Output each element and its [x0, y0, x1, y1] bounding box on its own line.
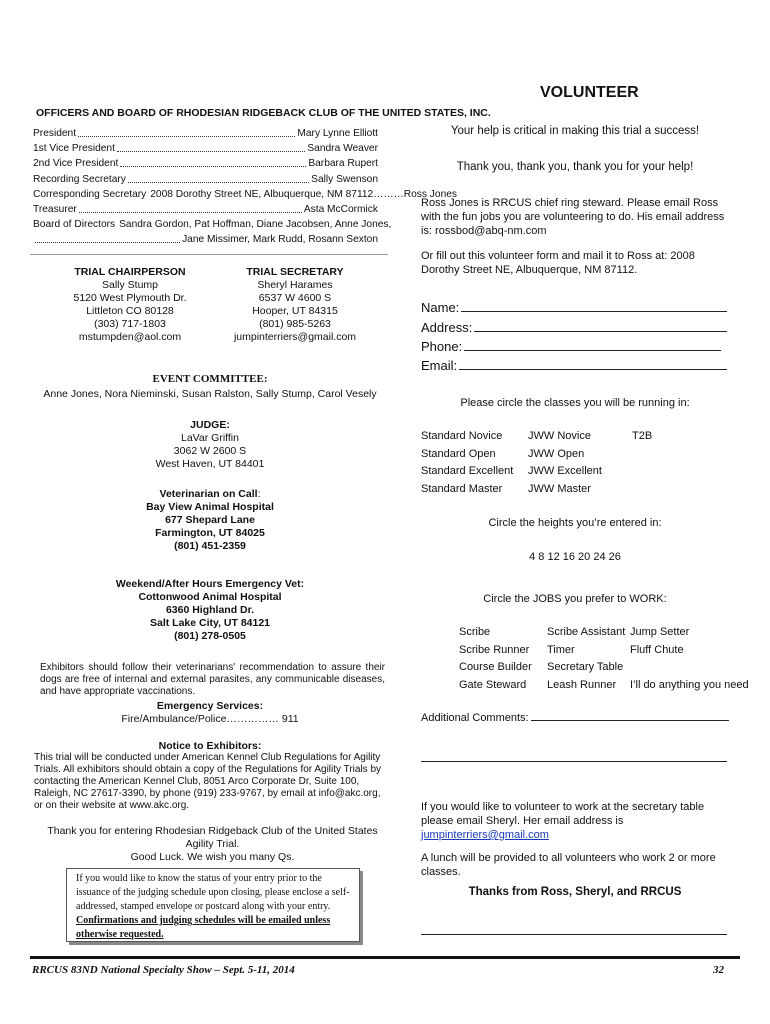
- thanks-line2: Good Luck. We wish you many Qs.: [130, 851, 295, 863]
- chairperson-name: Sally Stump: [101, 279, 159, 291]
- chairperson-email: mstumpden@aol.com: [78, 331, 182, 343]
- officer-row: [33, 204, 378, 216]
- judge-city: West Haven, UT 84401: [155, 458, 265, 470]
- secretary-city: Hooper, UT 84315: [252, 305, 338, 317]
- signature-line: [421, 934, 727, 935]
- officer-value: Mary Lynne Elliott: [297, 128, 378, 139]
- vet-on-call-title: Veterinarian on Call: [159, 488, 258, 500]
- comments-line[interactable]: [531, 712, 729, 721]
- officers-heading: OFFICERS AND BOARD OF RHODESIAN RIDGEBACK CLUB OF THE UNITED STATES, INC.: [36, 107, 491, 119]
- officer-label: Recording Secretary: [33, 174, 126, 185]
- jobs-col3: [630, 624, 749, 694]
- address-label: Address:: [421, 320, 473, 335]
- secretary-phone: (801) 985-5263: [259, 318, 331, 330]
- classes-col3: [632, 428, 652, 446]
- class-option[interactable]: JWW Master: [528, 482, 591, 495]
- officer-row: [33, 189, 457, 201]
- officer-row: [33, 128, 378, 140]
- emergency-vet-phone: (801) 278-0505: [174, 630, 246, 642]
- email-line[interactable]: [459, 358, 727, 370]
- thanks-left: [40, 825, 385, 864]
- event-committee-title: EVENT COMMITTEE:: [152, 373, 268, 385]
- officer-label: President: [33, 128, 77, 139]
- class-option[interactable]: Standard Master: [421, 482, 503, 495]
- volunteer-title: VOLUNTEER: [540, 84, 639, 101]
- officer-value: Jane Missimer, Mark Rudd, Rosann Sexton: [182, 234, 378, 245]
- emergency-vet-street: 6360 Highland Dr.: [165, 604, 255, 616]
- comments-label: Additional Comments:: [421, 712, 529, 724]
- officer-label: 1st Vice President: [33, 143, 115, 154]
- address-field[interactable]: [421, 320, 727, 335]
- emergency-services: [110, 700, 310, 726]
- emergency-services-title: Emergency Services:: [156, 700, 264, 712]
- phone-label: Phone:: [421, 339, 463, 354]
- secretary-email-link[interactable]: jumpinterriers@gmail.com: [421, 829, 549, 841]
- job-option[interactable]: Scribe: [459, 626, 491, 638]
- comments-line-2[interactable]: [421, 761, 727, 762]
- volunteer-intro1: Your help is critical in making this trial a success!: [450, 125, 700, 137]
- judge: [130, 419, 290, 471]
- secretary-note: [421, 800, 736, 842]
- chairperson-street: 5120 West Plymouth Dr.: [73, 292, 187, 304]
- jobs-prompt: Circle the JOBS you prefer to WORK:: [483, 593, 667, 605]
- comments-field[interactable]: [421, 712, 729, 724]
- judge-name: LaVar Griffin: [181, 432, 239, 444]
- job-option[interactable]: Fluff Chute: [630, 643, 684, 656]
- class-option[interactable]: T2B: [632, 430, 653, 442]
- volunteer-intro2: Thank you, thank you, thank you for your help!: [456, 161, 694, 173]
- divider: [30, 254, 388, 255]
- officer-row: [33, 219, 392, 231]
- footer-rule: [30, 956, 740, 959]
- officer-value: 2008 Dorothy Street NE, Albuquerque, NM 87112………Ross Jones: [150, 189, 457, 200]
- judge-title: JUDGE:: [190, 419, 230, 431]
- status-text: [76, 872, 352, 942]
- notice-text: This trial will be conducted under American Kennel Club Regulations for Agility Trials. All exhibitors should obtain a copy of the Regulations for Agility Trials by contacting the American Kennel Club, 8051 Arco Corporate Dr, Suite 100, Raleigh, NC 27617-3390, by phone (919) 233-9767, by email at info@akc.org, or on their website at www.akc.org.: [34, 752, 382, 811]
- secretary-street: 6537 W 4600 S: [258, 292, 332, 304]
- address-line[interactable]: [474, 320, 727, 332]
- vet-on-call: Veterinarian on Call: Bay View Animal Hospital 677 Shepard Lane Farmington, UT 84025 (801) 451-2359: [130, 488, 290, 553]
- jobs-col1: [459, 624, 532, 694]
- class-option[interactable]: Standard Excellent: [421, 465, 514, 477]
- emergency-vet: [110, 578, 310, 643]
- job-option[interactable]: Timer: [547, 643, 575, 656]
- page-number: 32: [713, 964, 724, 976]
- officer-label: Corresponding Secretary: [33, 189, 147, 200]
- trial-secretary-title: TRIAL SECRETARY: [246, 266, 344, 278]
- job-option[interactable]: Secretary Table: [547, 661, 624, 673]
- secretary-email: jumpinterriers@gmail.com: [233, 331, 357, 343]
- class-option[interactable]: Standard Novice: [421, 430, 503, 442]
- officer-value: Sandra Weaver: [307, 143, 378, 154]
- officer-value: Barbara Rupert: [308, 158, 378, 169]
- job-option[interactable]: Scribe Assistant: [547, 626, 626, 638]
- officer-value: Asta McCormick: [303, 204, 378, 215]
- emergency-number: 911: [281, 713, 299, 725]
- phone-field[interactable]: [421, 339, 721, 354]
- thanks-line1: Thank you for entering Rhodesian Ridgeback Club of the United States Agility Trial.: [47, 825, 378, 850]
- status-emphasis: Confirmations and judging schedules will be emailed unless otherwise requested.: [76, 915, 331, 940]
- class-option[interactable]: JWW Novice: [528, 430, 591, 442]
- chairperson-phone: (303) 717-1803: [94, 318, 166, 330]
- email-field[interactable]: [421, 358, 727, 373]
- secretary-name: Sheryl Harames: [257, 279, 333, 291]
- emergency-vet-title: Weekend/After Hours Emergency Vet:: [115, 578, 305, 590]
- emergency-vet-city: Salt Lake City, UT 84121: [149, 617, 271, 629]
- trial-chairperson-title: TRIAL CHAIRPERSON: [74, 266, 186, 278]
- class-option[interactable]: Standard Open: [421, 447, 496, 460]
- vet-street: 677 Shepard Lane: [165, 514, 255, 526]
- secretary-note-text: If you would like to volunteer to work at the secretary table please email Sheryl. Her email address is: [421, 801, 705, 827]
- trial-secretary: [220, 266, 370, 344]
- officer-label: 2nd Vice President: [33, 158, 119, 169]
- name-line[interactable]: [461, 300, 727, 312]
- emergency-vet-name: Cottonwood Animal Hospital: [138, 591, 282, 603]
- officer-row: [33, 143, 378, 155]
- officer-label: Board of Directors: [33, 219, 116, 230]
- emergency-services-label: Fire/Ambulance/Police……………: [121, 713, 279, 725]
- ross-note: Ross Jones is RRCUS chief ring steward. Please email Ross with the fun jobs you are volunteering to do. His email address is: rossbod@abq-nm.com: [421, 197, 725, 237]
- job-option[interactable]: Course Builder: [459, 661, 532, 673]
- vet-phone: (801) 451-2359: [174, 540, 246, 552]
- footer-title: RRCUS 83ND National Specialty Show – Sept. 5-11, 2014: [32, 964, 295, 976]
- job-option[interactable]: Gate Steward: [459, 678, 527, 691]
- chairperson-city: Littleton CO 80128: [86, 305, 174, 317]
- officer-row: [33, 158, 378, 170]
- heights-prompt: Circle the heights you’re entered in:: [488, 517, 662, 529]
- officer-label: Treasurer: [33, 204, 77, 215]
- volunteer-signoff: Thanks from Ross, Sheryl, and RRCUS: [468, 886, 682, 898]
- job-option[interactable]: Jump Setter: [630, 626, 690, 638]
- vet-city: Farmington, UT 84025: [155, 527, 265, 539]
- notice-title: Notice to Exhibitors:: [158, 740, 262, 752]
- jobs-col2: [547, 624, 625, 694]
- class-option[interactable]: JWW Open: [528, 447, 585, 460]
- vet-name: Bay View Animal Hospital: [146, 501, 274, 513]
- officer-value: Sally Swenson: [311, 174, 378, 185]
- classes-prompt: Please circle the classes you will be running in:: [460, 397, 690, 409]
- phone-line[interactable]: [464, 339, 721, 351]
- job-option[interactable]: I’ll do anything you need: [630, 678, 749, 691]
- exhibitors-note: Exhibitors should follow their veterinarians' recommendation to assure their dogs are free of internal and external parasites, any communicable diseases, and have appropriate vaccinations.: [40, 662, 385, 697]
- name-label: Name:: [421, 300, 460, 315]
- officer-row: [33, 234, 378, 246]
- lunch-note: A lunch will be provided to all volunteers who work 2 or more classes.: [421, 852, 716, 878]
- status-body: If you would like to know the status of your entry prior to the issuance of the judging schedule upon closing, please enclose a self-addressed, stamped envelope or postcard along with your entry.: [76, 873, 350, 912]
- event-committee-members: Anne Jones, Nora Nieminski, Susan Ralston, Sally Stump, Carol Vesely: [43, 388, 377, 400]
- email-label: Email:: [421, 358, 458, 373]
- class-option[interactable]: JWW Excellent: [528, 465, 602, 477]
- job-option[interactable]: Scribe Runner: [459, 643, 530, 656]
- judge-street: 3062 W 2600 S: [173, 445, 247, 457]
- trial-chairperson: [60, 266, 200, 344]
- heights-options[interactable]: 4 8 12 16 20 24 26: [529, 551, 621, 563]
- job-option[interactable]: Leash Runner: [547, 678, 617, 691]
- officer-row: [33, 174, 378, 186]
- mail-note: Or fill out this volunteer form and mail it to Ross at: 2008 Dorothy Street NE, Albuquerque, NM 87112.: [421, 250, 695, 276]
- name-field[interactable]: [421, 300, 727, 315]
- classes-col2: [528, 428, 602, 498]
- officer-value: Sandra Gordon, Pat Hoffman, Diane Jacobsen, Anne Jones,: [119, 219, 392, 230]
- classes-col1: [421, 428, 513, 498]
- event-committee: [40, 373, 380, 401]
